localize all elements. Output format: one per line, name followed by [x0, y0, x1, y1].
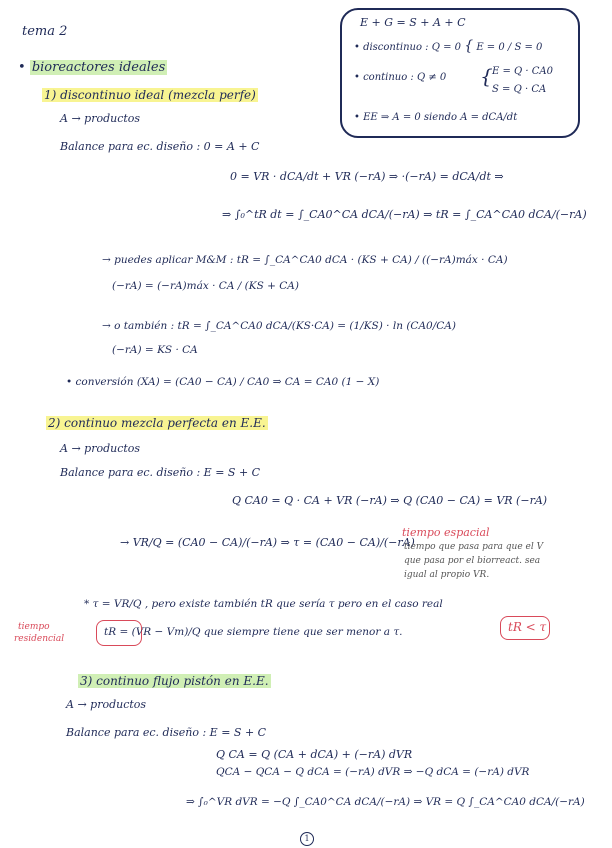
section-3-eq-1: Q CA = Q (CA + dCA) + (−rA) dVR [216, 748, 413, 761]
side-label-2: residencial [14, 634, 65, 644]
section-3-eq-3: ⇒ ∫₀^VR dVR = −Q ∫_CA0^CA dCA/(−rA) ⇒ VR = Q ∫_CA^CA0 dCA/(−rA) [186, 796, 585, 808]
section-3-balance: Balance para ec. diseño : E = S + C [66, 726, 267, 739]
section-2-title-text: 2) continuo mezcla perfecta en E.E. [48, 416, 266, 430]
tau-note-title: tiempo espacial [402, 526, 490, 539]
tau-note-body-3: igual al propio VR. [404, 570, 490, 580]
section-1-alt-text: → o también : tR = ∫_CA^CA0 dCA/(KS·CA) = (1/KS) · ln (CA0/CA) [102, 320, 456, 332]
tau-line: * τ = VR/Q , pero existe también tR que sería τ pero en el caso real [84, 598, 443, 610]
section-1-title [42, 88, 258, 102]
page-title: tema 2 [22, 24, 68, 39]
section-2-eq-1: Q CA0 = Q · CA + VR (−rA) ⇒ Q (CA0 − CA) = VR (−rA) [232, 494, 548, 507]
summary-line-2: • discontinuo : Q = 0 { E = 0 / S = 0 [354, 38, 543, 54]
section-1-alt-rate: (−rA) = KS · CA [112, 344, 198, 356]
summary-line-2-label: • discontinuo : Q = 0 [354, 42, 462, 53]
section-1-mm-text: → puedes aplicar M&M : tR = ∫_CA^CA0 dCA · (KS + CA) / ((−rA)máx · CA) [102, 254, 508, 266]
section-1-balance: Balance para ec. diseño : 0 = A + C [60, 140, 260, 153]
section-2-reaction: A → productos [60, 442, 141, 455]
section-3-title-text: 3) continuo flujo pistón en E.E. [80, 674, 269, 688]
page-number: 1 [300, 832, 314, 846]
section-3-reaction: A → productos [66, 698, 147, 711]
ineq-text: tR < τ [508, 620, 547, 634]
section-title: bioreactores ideales [31, 60, 166, 75]
summary-line-4: • EE ⇒ A = 0 siendo A = dCA/dt [354, 112, 518, 123]
section-1-mm-rate: (−rA) = (−rA)máx · CA / (KS + CA) [112, 280, 299, 292]
summary-line-2-cond: E = 0 / S = 0 [476, 42, 543, 53]
section-2-balance: Balance para ec. diseño : E = S + C [60, 466, 261, 479]
brace-icon: { [480, 64, 493, 88]
section-2-title [46, 416, 268, 430]
summary-line-3-label: • continuo : Q ≠ 0 [354, 72, 447, 83]
section-1-eq-2: ⇒ ∫₀^tR dt = ∫_CA0^CA dCA/(−rA) ⇒ tR = ∫_CA^CA0 dCA/(−rA) [222, 208, 587, 221]
side-label-1: tiempo [18, 622, 50, 632]
section-heading [18, 60, 167, 75]
section-1-conversion: • conversión (XA) = (CA0 − CA) / CA0 ⇒ CA = CA0 (1 − X) [66, 376, 380, 388]
section-3-title [78, 674, 271, 688]
summary-line-3-cond-b: S = Q · CA [492, 84, 547, 95]
summary-line-3-cond-a: E = Q · CA0 [492, 66, 554, 77]
section-3-eq-2: QCA − QCA − Q dCA = (−rA) dVR ⇒ −Q dCA = (−rA) dVR [216, 766, 530, 778]
tau-note-body-2: que pasa por el biorreact. sea [404, 556, 541, 566]
section-1-eq-1: 0 = VR · dCA/dt + VR (−rA) ⇒ ·(−rA) = dCA/dt ⇒ [230, 170, 504, 183]
tau-note-body-1: tiempo que pasa para que el V [404, 542, 544, 552]
tr-line: tR = (VR − Vm)/Q que siempre tiene que ser menor a τ. [104, 626, 403, 638]
section-1-title-text: 1) discontinuo ideal (mezcla perfe) [44, 88, 256, 102]
summary-line-1: E + G = S + A + C [360, 16, 466, 29]
bullet-icon: • [18, 60, 30, 75]
section-2-eq-2: → VR/Q = (CA0 − CA)/(−rA) ⇒ τ = (CA0 − CA)/(−rA) [120, 536, 415, 549]
section-1-reaction: A → productos [60, 112, 141, 125]
